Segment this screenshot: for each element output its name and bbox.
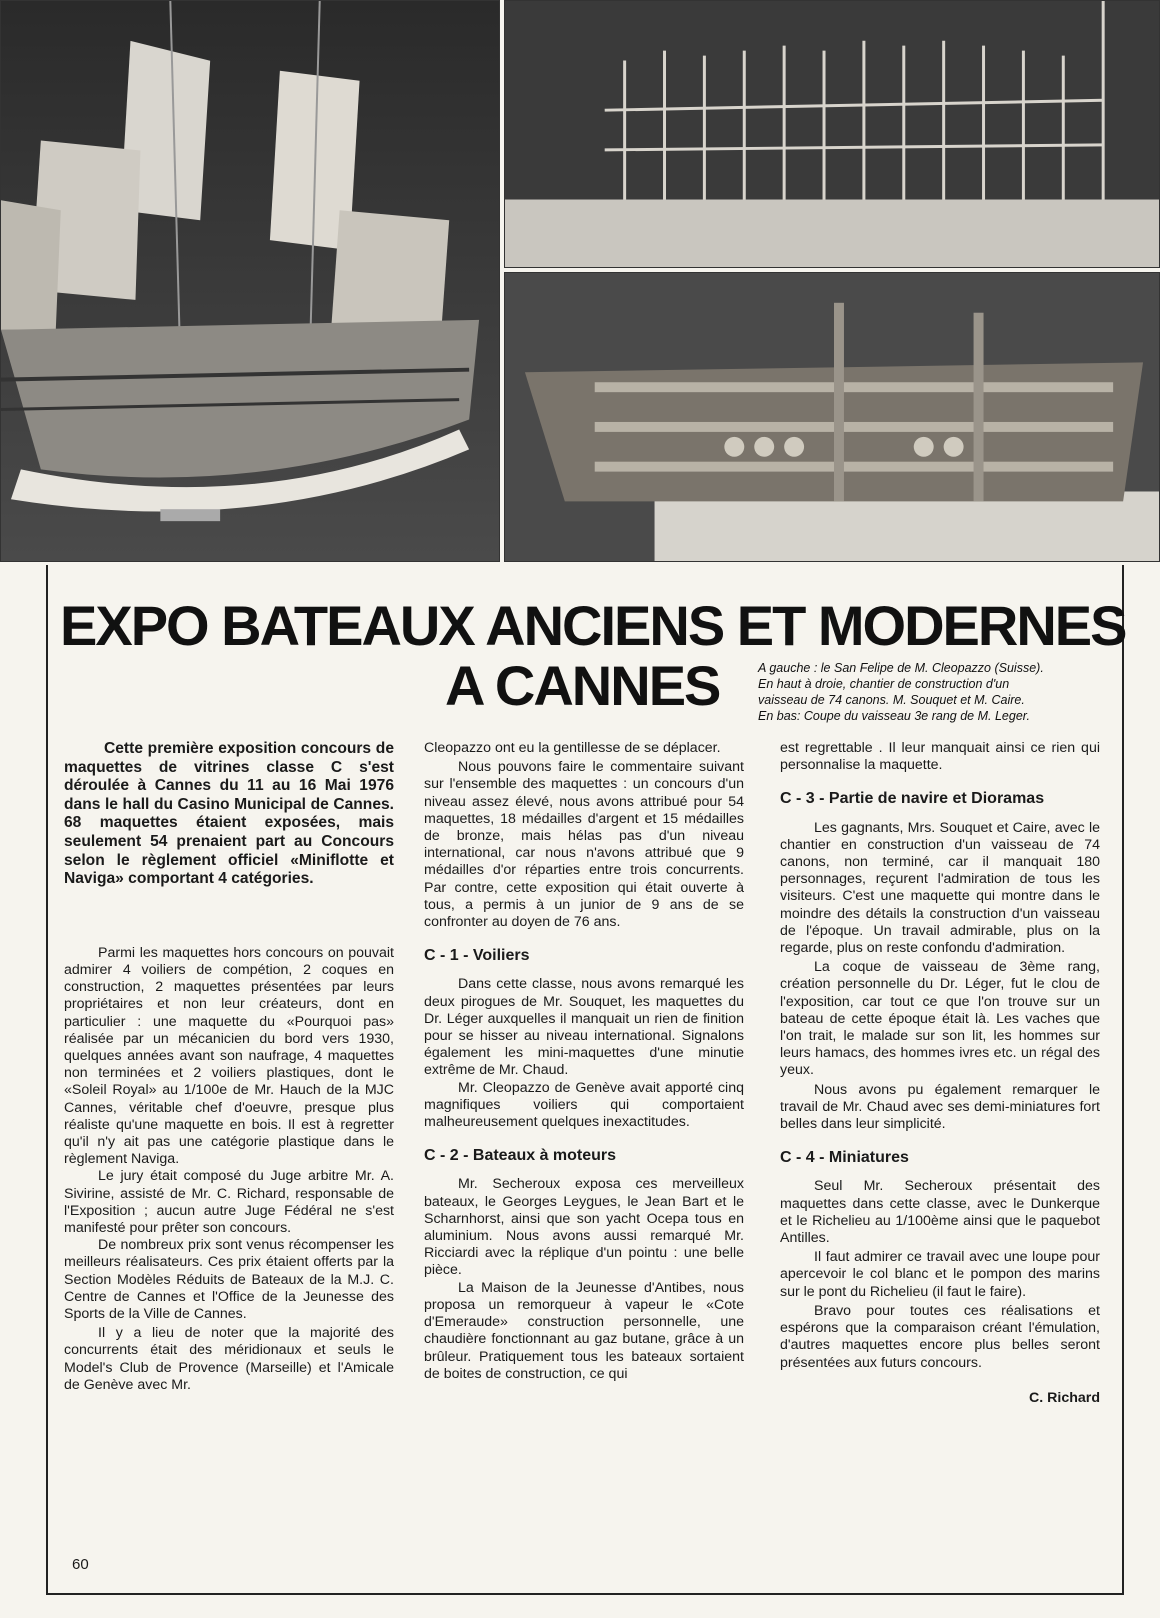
paragraph: Mr. Cleopazzo de Genève avait apporté cinq magnifiques voiliers qui comportaient malheureusement quelques inexactitudes. — [424, 1079, 744, 1131]
caption-line: En haut à droie, chantier de construction d'un — [758, 677, 1010, 691]
section-heading-bateaux-moteurs: C - 2 - Bateaux à moteurs — [424, 1147, 617, 1165]
paragraph: Il y a lieu de noter que la majorité des concurrents était des méridionaux et seuls le Model's Club de Provence (Marseille) et l'Amicale de Genève avec Mr. — [64, 1325, 394, 1393]
photo-shipyard-74-guns — [504, 0, 1160, 268]
ship-model-illustration — [1, 1, 499, 561]
paragraph: Mr. Secheroux exposa ces merveilleux bateaux, le Georges Leygues, le Jean Bart et le Scharnhorst, ainsi que son yacht Ocepa tous en aluminium. Nous avons aussi remarqué Mr. Ricciardi avec la réplique d'un pointu : une belle pièce. — [424, 1176, 744, 1279]
paragraph: Bravo pour toutes ces réalisations et espérons que la comparaison créant l'émulation, d'autres maquettes encore plus belles seront présentées aux futurs concours. — [780, 1302, 1100, 1371]
caption-line: En bas: Coupe du vaisseau 3e rang de M. Leger. — [758, 709, 1030, 723]
caption-line: vaisseau de 74 canons. M. Souquet et M. Caire. — [758, 693, 1025, 707]
section-heading-miniatures: C - 4 - Miniatures — [780, 1149, 909, 1167]
photo-hull-cross-section — [504, 272, 1160, 562]
paragraph: La coque de vaisseau de 3ème rang, création personnelle du Dr. Léger, fut le clou de l'exposition, car tout ce que l'on trouve sur un bateau de cette époque était là. Les vaches que l'on trait, le malade sur son lit, les hommes sur leurs hamacs, des hommes ivres etc. un régal des yeux. — [780, 959, 1100, 1079]
paragraph: De nombreux prix sont venus récompenser les meilleurs réalisateurs. Ces prix étaient offerts par la Section Modèles Réduits de Bateaux de la M.J. C. Centre de Cannes et l'Office de la Jeunesse des Sports de la Ville de Cannes. — [64, 1237, 394, 1323]
shipyard-illustration — [505, 1, 1159, 267]
paragraph: est regrettable . Il leur manquait ainsi ce rien qui personnalise la maquette. — [780, 740, 1100, 774]
column-3 — [780, 740, 1100, 1407]
paragraph: Nous avons pu également remarquer le travail de Mr. Chaud avec ses demi-miniatures fort belles dans leur simplicité. — [780, 1081, 1100, 1133]
column-2 — [424, 740, 744, 1383]
paragraph: Cleopazzo ont eu la gentillesse de se déplacer. — [424, 740, 721, 756]
photo-san-felipe — [0, 0, 500, 562]
section-heading-voiliers: C - 1 - Voiliers — [424, 947, 530, 965]
paragraph: Nous pouvons faire le commentaire suivant sur l'ensemble des maquettes : un concours d'un niveau assez élevé, nous avons attribué pour 54 maquettes, 18 médailles d'argent et 15 médailles de bronze, mais hélas pas d'un niveau international, car nous n'avons attribué que 9 médailles d'or réparties entre trois concurrents. Par contre, cette exposition qui était ouverte à tous, a permis à un junior de 9 ans de se confronter au doyen de 76 ans. — [424, 759, 744, 931]
paragraph: Parmi les maquettes hors concours on pouvait admirer 4 voiliers de compétion, 2 coques en construction, 2 maquettes présentées par leurs propriétaires et non leur créateurs, dont en particulier : une maquette du «Pourquoi pas» réalisée par un mécanicien du bord vers 1930, quelques années avant son naufrage, 4 maquettes non terminées et 2 voiliers plastiques, dont le «Soleil Royal» au 1/100e de Mr. Hauch de la MJC Cannes, véritable chef d'oeuvre, presque plus réaliste qu'une maquette en bois. Il est à regretter qu'il n'y ait pas une catégorie plastique dans le règlement Naviga. — [64, 944, 394, 1168]
paragraph: Seul Mr. Secheroux présentait des maquettes dans cette classe, avec le Dunkerque et le Richelieu au 1/100ème ainsi que le paquebot Antilles. — [780, 1178, 1100, 1247]
article-title-line-1: EXPO BATEAUX ANCIENS ET MODERNES — [60, 594, 1126, 657]
intro-paragraph: Cette première exposition concours de maquettes de vitrines classe C s'est déroulée à Cannes du 11 au 16 Mai 1976 dans le hall du Casino Municipal de Cannes. 68 maquettes étaient exposées, mais seulement 54 prenaient part au Concours selon le règlement officiel «Miniflotte et Naviga» comportant 4 catégories. — [64, 740, 394, 888]
article-title-line-2: A CANNES — [445, 654, 720, 717]
section-heading-dioramas: C - 3 - Partie de navire et Dioramas — [780, 790, 1045, 808]
hull-section-illustration — [505, 273, 1159, 561]
paragraph: Le jury était composé du Juge arbitre Mr. A. Sivirine, assisté de Mr. C. Richard, responsable de l'Exposition ; aucun autre Juge Fédéral ne s'est manifesté pour prêter son concours. — [64, 1168, 394, 1236]
page-number: 60 — [72, 1556, 89, 1573]
paragraph: Il faut admirer ce travail avec une loupe pour apercevoir le col blanc et le pompon des marins sur le pont du Richelieu (il faut le faire). — [780, 1249, 1100, 1300]
paragraph: La Maison de la Jeunesse d'Antibes, nous proposa un remorqueur à vapeur le «Cote d'Emeraude» construction personnelle, une chaudière fonctionnant au gaz butane, grâce à un brûleur. Pratiquement tous les bateaux sortaient de boites de construction, ce qui — [424, 1279, 744, 1382]
paragraph: Dans cette classe, nous avons remarqué les deux pirogues de Mr. Souquet, les maquettes du Dr. Léger auxquelles il manquait un rien de finition pour se hisser au niveau international. Signalons également les mini-maquettes d'une minutie extrême de Mr. Chaud. — [424, 976, 744, 1079]
paragraph: Les gagnants, Mrs. Souquet et Caire, avec le chantier en construction d'un vaisseau de 74 canons, non terminé, car il manquait 180 personnages, reçurent l'admiration de tous les visiteurs. C'est une maquette qui montre dans le moindre des détails la construction d'un vaisseau de l'époque. Un travail admirable, plus on la regarde, plus on reste confondu d'admiration. — [780, 819, 1100, 957]
column-1 — [64, 740, 394, 1394]
author-signature: C. Richard — [1029, 1389, 1100, 1406]
photo-caption — [758, 660, 1118, 724]
caption-line: A gauche : le San Felipe de M. Cleopazzo (Suisse). — [758, 661, 1044, 675]
